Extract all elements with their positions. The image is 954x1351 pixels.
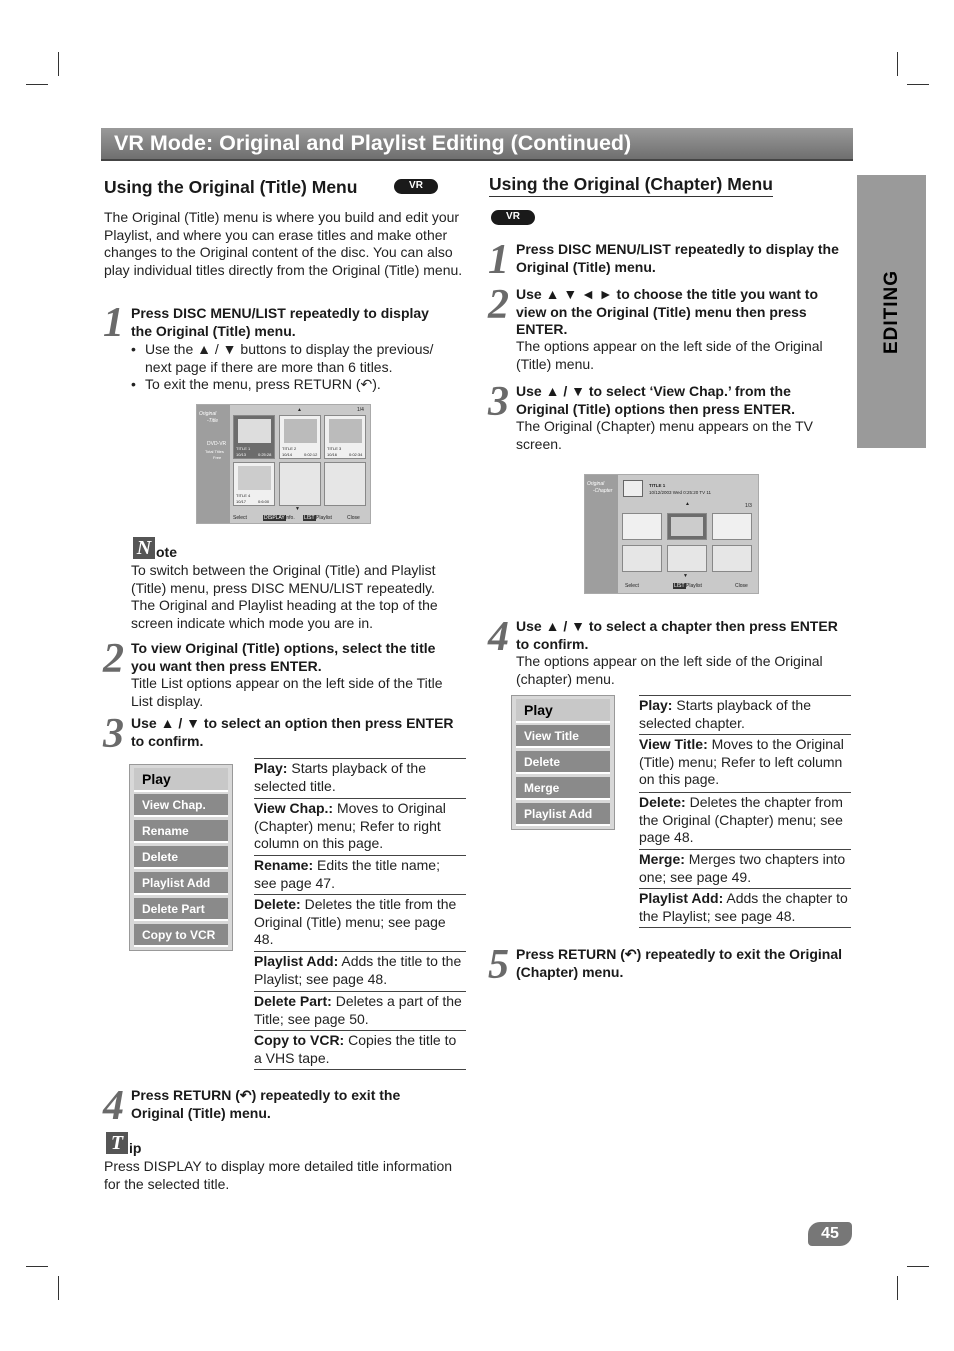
title-options-descriptions xyxy=(254,758,466,1070)
bullet-dot: • xyxy=(131,376,136,392)
left-step1-text: Press DISC MENU/LIST repeatedly to display the Original (Title) menu. xyxy=(131,305,429,339)
desc-row xyxy=(254,855,466,892)
thumb-image xyxy=(238,419,271,443)
menu-item-copy-to-vcr[interactable]: Copy to VCR xyxy=(134,924,228,947)
footer-playlist: Playlist xyxy=(686,583,702,589)
note-label: ote xyxy=(156,544,177,560)
desc-row xyxy=(639,695,851,732)
desc-row xyxy=(639,849,851,886)
step-number: 5 xyxy=(488,942,509,988)
thumb-time: 0:6:00 xyxy=(258,499,270,504)
note-icon: N xyxy=(133,537,155,559)
crop-mark xyxy=(897,52,898,76)
section-side-tab xyxy=(857,175,926,448)
footer-close: Close xyxy=(347,515,360,521)
info-thumb xyxy=(623,480,643,497)
desc-text: Copies the title to a VHS tape. xyxy=(254,1032,457,1066)
step-number: 1 xyxy=(488,237,509,283)
step-number: 4 xyxy=(488,614,509,660)
desc-term: Delete: xyxy=(639,794,686,810)
step-number: 1 xyxy=(103,300,124,346)
crop-mark xyxy=(26,84,48,85)
screen-side-3: Free xyxy=(213,455,222,460)
chapter-thumb xyxy=(712,513,752,540)
menu-item-play[interactable]: Play xyxy=(516,699,610,723)
thumb-title: TITLE 2 xyxy=(282,446,297,451)
chapter-options-menu xyxy=(511,695,615,830)
desc-term: Playlist Add: xyxy=(254,953,339,969)
crop-mark xyxy=(58,52,59,76)
bullet-dot: • xyxy=(131,341,136,357)
tip-icon: T xyxy=(106,1132,128,1154)
thumb-image xyxy=(238,466,271,490)
step-number: 3 xyxy=(103,711,124,757)
tip-label: ip xyxy=(129,1140,142,1156)
empty-thumb xyxy=(324,462,366,506)
crop-mark xyxy=(58,1276,59,1300)
empty-thumb xyxy=(622,545,662,572)
original-chapter-screen xyxy=(584,474,759,594)
screen-header-2: -Chapter xyxy=(593,488,613,494)
thumb-time: 0:02:34 xyxy=(349,452,363,457)
thumb-image xyxy=(284,419,317,443)
menu-item-delete[interactable]: Delete xyxy=(134,846,228,869)
desc-row xyxy=(254,951,466,988)
desc-row xyxy=(639,792,851,847)
desc-term: Playlist Add: xyxy=(639,890,724,906)
page-number: 45 xyxy=(808,1222,852,1246)
thumb-date: 10/16 xyxy=(327,452,338,457)
step-number: 2 xyxy=(103,636,124,682)
title-thumb xyxy=(233,462,275,506)
menu-item-view-title[interactable]: View Title xyxy=(516,725,610,748)
right-step3-bold: Use ▲ / ▼ to select ‘View Chap.’ from the Original (Title) options then press ENTER. xyxy=(516,383,795,417)
right-step3-text: The Original (Chapter) menu appears on the TV screen. xyxy=(516,418,814,452)
info-title: TITLE 1 xyxy=(649,483,666,488)
screen-side-1: DVD-VR xyxy=(207,441,227,447)
page-title: VR Mode: Original and Playlist Editing (Continued) xyxy=(114,131,632,155)
desc-row xyxy=(254,991,466,1028)
thumb-date: 10/13 xyxy=(236,452,247,457)
desc-row xyxy=(254,758,466,798)
vr-badge: VR xyxy=(394,179,438,194)
menu-item-delete[interactable]: Delete xyxy=(516,751,610,774)
menu-item-playlist-add[interactable]: Playlist Add xyxy=(516,803,610,826)
footer-info: Info. xyxy=(285,515,295,521)
footer-playlist: Playlist xyxy=(316,515,332,521)
thumb-time: 0:25:28 xyxy=(258,452,272,457)
footer-list: LIST xyxy=(674,583,685,589)
crop-mark xyxy=(907,84,929,85)
title-thumb-selected xyxy=(233,415,275,459)
original-title-screen xyxy=(196,404,371,524)
menu-item-merge[interactable]: Merge xyxy=(516,777,610,800)
crop-mark xyxy=(907,1266,929,1267)
left-step1-bullet-2: To exit the menu, press RETURN (↶). xyxy=(145,376,381,392)
up-arrow-icon: ▲ xyxy=(297,407,302,413)
left-step1-bullet-1: Use the ▲ / ▼ buttons to display the previous/ next page if there are more than 6 titles. xyxy=(145,341,434,375)
right-section-heading: Using the Original (Chapter) Menu xyxy=(489,174,773,197)
info-detail: 10/12/2003 Wed 0:25:20 TV 11 xyxy=(649,490,712,495)
right-step4-text: The options appear on the left side of the Original (chapter) menu. xyxy=(516,653,823,687)
page-title-bar xyxy=(101,128,853,161)
desc-term: Play: xyxy=(254,760,288,776)
thumb-date: 10/14 xyxy=(282,452,293,457)
empty-thumb xyxy=(667,545,707,572)
chapter-thumb-selected xyxy=(667,513,707,540)
crop-mark xyxy=(26,1266,48,1267)
desc-text: Starts playback of the selected title. xyxy=(254,760,426,794)
thumb-title: TITLE 3 xyxy=(327,446,342,451)
left-step4-bold: Press RETURN (↶) repeatedly to exit the Original (Title) menu. xyxy=(131,1087,401,1121)
screen-page: 1/3 xyxy=(745,503,752,509)
desc-row xyxy=(254,798,466,853)
left-intro: The Original (Title) menu is where you build and edit your Playlist, and where you can erase titles and make other changes to the Original content of the disc. You can also play individual titles directly from the Original (Title) menu. xyxy=(104,209,463,278)
thumb-image xyxy=(329,419,362,443)
menu-item-playlist-add[interactable]: Playlist Add xyxy=(134,872,228,895)
menu-item-view-chap[interactable]: View Chap. xyxy=(134,794,228,817)
screen-header-1: Original xyxy=(199,411,217,417)
footer-list: LIST xyxy=(304,515,315,521)
right-step5-bold: Press RETURN (↶) repeatedly to exit the Original (Chapter) menu. xyxy=(516,946,843,980)
desc-term: Rename: xyxy=(254,857,314,873)
menu-item-rename[interactable]: Rename xyxy=(134,820,228,843)
side-tab-label: EDITING xyxy=(880,269,902,354)
step-number: 4 xyxy=(103,1083,124,1129)
note-text: To switch between the Original (Title) and Playlist (Title) menu, press DISC MENU/LIST repeatedly. The Original and Playlist heading at the top of the screen indicate which mode you are in. xyxy=(131,562,438,631)
desc-term: View Chap.: xyxy=(254,800,334,816)
desc-term: Delete: xyxy=(254,896,301,912)
desc-row xyxy=(254,894,466,949)
footer-display: DISPLAY xyxy=(264,515,285,521)
desc-text: Starts playback of the selected chapter. xyxy=(639,697,811,731)
chapter-thumb xyxy=(622,513,662,540)
screen-page: 1/4 xyxy=(357,407,364,413)
left-step2-text: Title List options appear on the left side of the Title List display. xyxy=(131,675,443,709)
thumb-title: TITLE 4 xyxy=(236,493,251,498)
up-arrow-icon: ▲ xyxy=(685,501,690,507)
chapter-options-descriptions xyxy=(639,695,851,935)
right-step2-text: The options appear on the left side of the Original (Title) menu. xyxy=(516,338,823,372)
menu-item-delete-part[interactable]: Delete Part xyxy=(134,898,228,921)
step-number: 2 xyxy=(488,282,509,328)
desc-text: Deletes the title from the Original (Title) menu; see page 48. xyxy=(254,896,457,948)
desc-text: Moves to Original (Chapter) menu; Refer to right column on this page. xyxy=(254,800,446,852)
thumb-title: TITLE 1 xyxy=(236,446,251,451)
desc-term: Play: xyxy=(639,697,673,713)
right-step4-bold: Use ▲ / ▼ to select a chapter then press ENTER to confirm. xyxy=(516,618,838,652)
vr-badge: VR xyxy=(491,210,535,225)
thumb-date: 10/17 xyxy=(236,499,247,504)
empty-thumb xyxy=(279,462,321,506)
left-step3-bold: Use ▲ / ▼ to select an option then press ENTER to confirm. xyxy=(131,715,454,749)
empty-thumb xyxy=(712,545,752,572)
menu-item-play[interactable]: Play xyxy=(134,768,228,792)
title-thumb xyxy=(279,415,321,459)
tip-text: Press DISPLAY to display more detailed title information for the selected title. xyxy=(104,1158,453,1192)
desc-row xyxy=(639,734,851,789)
thumb-time: 0:02:12 xyxy=(304,452,318,457)
title-options-menu xyxy=(129,764,233,951)
desc-text: Moves to the Original (Title) menu; Refer to left column on this page. xyxy=(639,736,844,788)
desc-text: Edits the title name; see page 47. xyxy=(254,857,440,891)
desc-text: Deletes the chapter from the Original (Chapter) menu; see page 48. xyxy=(639,794,843,846)
right-step2-bold: Use ▲ ▼ ◄ ► to choose the title you want to view on the Original (Title) menu then press ENTER. xyxy=(516,286,819,338)
left-step2-bold: To view Original (Title) options, select the title you want then press ENTER. xyxy=(131,640,436,674)
left-section-heading: Using the Original (Title) Menu xyxy=(104,177,358,197)
crop-mark xyxy=(897,1276,898,1300)
desc-term: Delete Part: xyxy=(254,993,332,1009)
screen-header-1: Original xyxy=(587,481,605,487)
title-thumb xyxy=(324,415,366,459)
screen-side-2: Total Titles xyxy=(205,449,224,454)
footer-select: Select xyxy=(625,583,639,589)
footer-close: Close xyxy=(735,583,748,589)
desc-term: Copy to VCR: xyxy=(254,1032,345,1048)
thumb-image xyxy=(671,517,703,536)
desc-text: Merges two chapters into one; see page 49. xyxy=(639,851,846,885)
desc-row xyxy=(254,1030,466,1070)
desc-term: View Title: xyxy=(639,736,708,752)
screen-header-2: -Title xyxy=(207,418,219,424)
desc-term: Merge: xyxy=(639,851,685,867)
footer-select: Select xyxy=(233,515,247,521)
desc-text: Deletes a part of the Title; see page 50. xyxy=(254,993,462,1027)
desc-row xyxy=(639,888,851,928)
right-step1-bold: Press DISC MENU/LIST repeatedly to display the Original (Title) menu. xyxy=(516,241,839,275)
down-arrow-icon: ▼ xyxy=(295,506,300,512)
desc-text: Adds the chapter to the Playlist; see page 48. xyxy=(639,890,848,924)
step-number: 3 xyxy=(488,379,509,425)
desc-text: Adds the title to the Playlist; see page 48. xyxy=(254,953,462,987)
down-arrow-icon: ▼ xyxy=(683,573,688,579)
